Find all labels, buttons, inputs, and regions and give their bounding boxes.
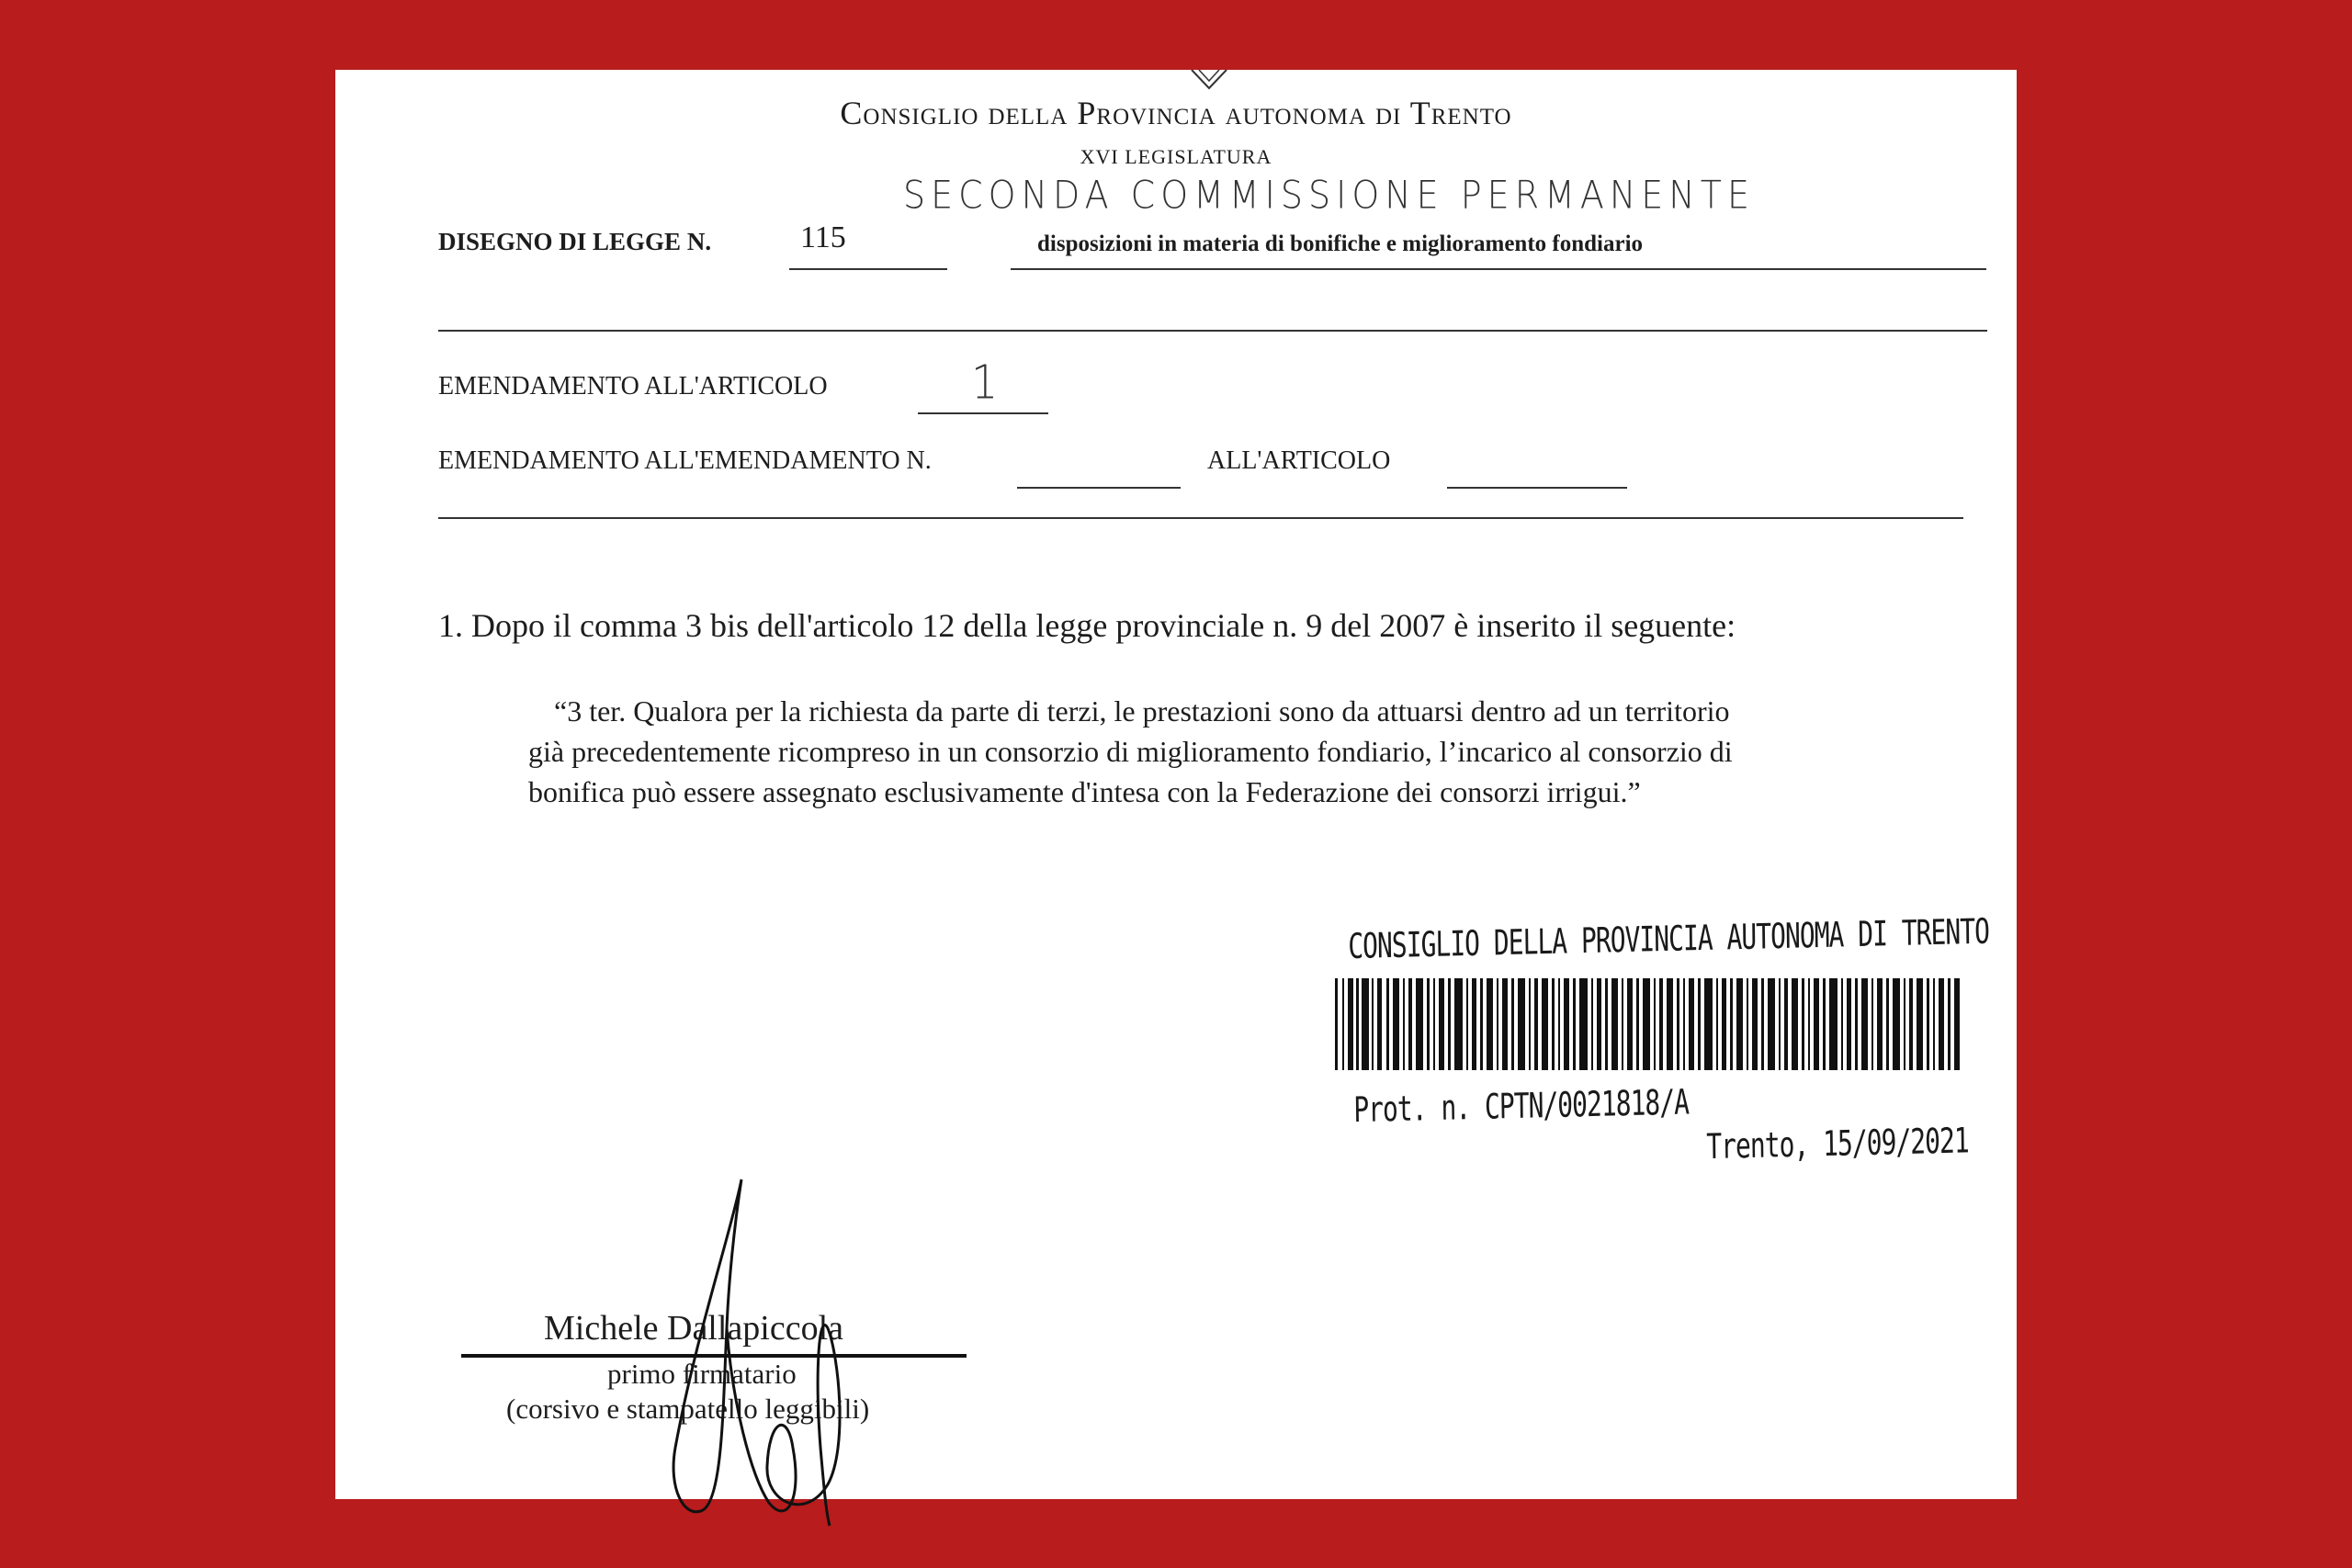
document-page (335, 70, 2017, 1499)
bill-number-line (789, 268, 947, 270)
commission-handwritten: SECONDA COMMISSIONE PERMANENTE (903, 173, 1755, 218)
legislature-label: XVI LEGISLATURA (1080, 145, 1272, 168)
article-value: 1 (971, 355, 999, 410)
amendment-label: EMENDAMENTO ALL'EMENDAMENTO N. (438, 446, 932, 475)
section-divider (438, 517, 1963, 519)
signer-role: primo firmatario (607, 1358, 797, 1390)
stamp-date: Trento, 15/09/2021 (1706, 1120, 1969, 1168)
signer-name: Michele Dallapiccola (544, 1309, 844, 1348)
quote-line-2: già precedentemente ricompreso in un consorzio di miglioramento fondiario, l’incarico al consorzio di (528, 735, 1733, 768)
article2-label: ALL'ARTICOLO (1207, 446, 1391, 475)
bill-label: DISEGNO DI LEGGE N. (438, 228, 712, 255)
emblem-icon (1188, 70, 1230, 92)
protocol-number: Prot. n. CPTN/0021818/A (1353, 1081, 1690, 1131)
council-title: Consiglio della Provincia autonoma di Trento (840, 95, 1512, 131)
divider-line (438, 330, 1987, 332)
stamp-header: CONSIGLIO DELLA PROVINCIA AUTONOMA DI TRENTO (1348, 910, 1990, 967)
bill-subject: disposizioni in materia di bonifiche e miglioramento fondiario (1037, 231, 1644, 256)
bill-subject-line (1011, 268, 1986, 270)
article-field-line (918, 412, 1048, 414)
signer-note: (corsivo e stampatello leggibili) (506, 1393, 870, 1425)
signature-scribble (631, 1172, 888, 1540)
body-paragraph: 1. Dopo il comma 3 bis dell'articolo 12 della legge provinciale n. 9 del 2007 è inserito il seguente: (438, 607, 1736, 644)
quote-line-1: “3 ter. Qualora per la richiesta da parte di terzi, le prestazioni sono da attuarsi dentro ad un territorio (554, 694, 1730, 728)
barcode (1335, 973, 1962, 1074)
bill-number: 115 (800, 220, 846, 254)
article2-field-line (1447, 487, 1627, 489)
quote-line-3: bonifica può essere assegnato esclusivamente d'intesa con la Federazione dei consorzi irrigui.” (528, 775, 1641, 808)
article-label: EMENDAMENTO ALL'ARTICOLO (438, 372, 828, 400)
amendment-field-line (1017, 487, 1181, 489)
